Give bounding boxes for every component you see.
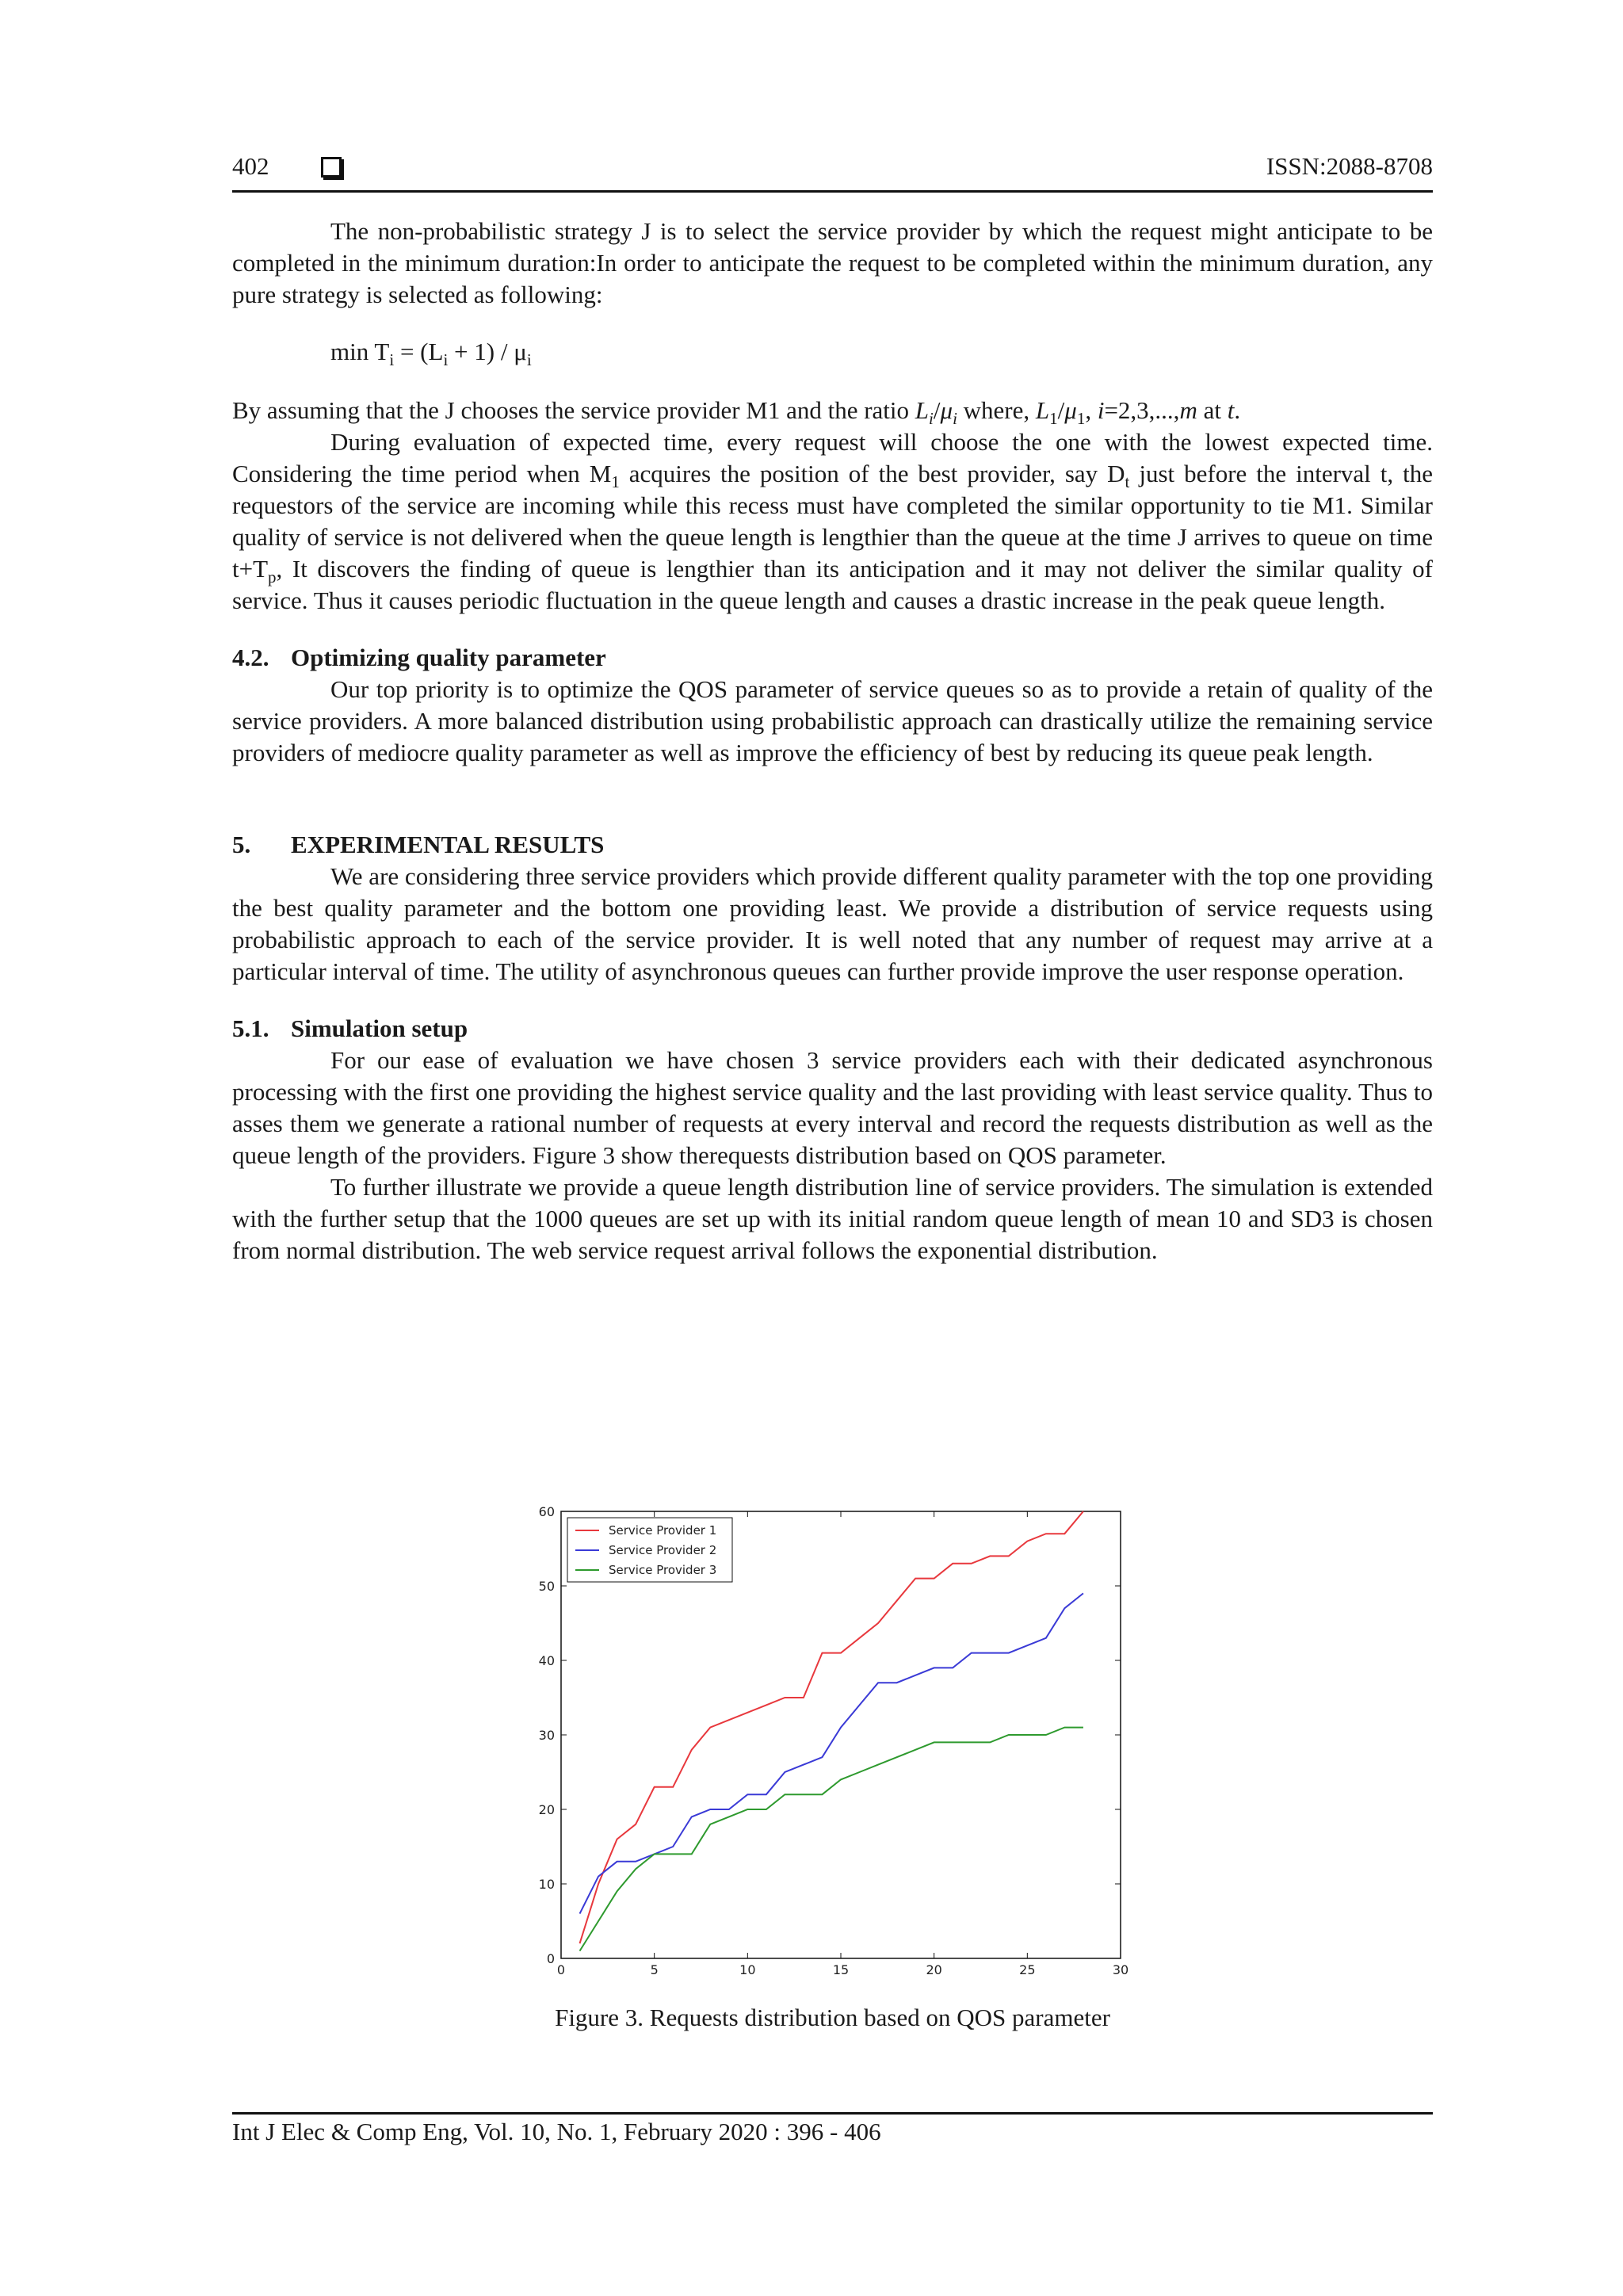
- page-footer: Int J Elec & Comp Eng, Vol. 10, No. 1, February 2020 : 396 - 406: [232, 2118, 881, 2145]
- line-chart: [526, 1502, 1138, 1993]
- y-tick-label: 20: [538, 1802, 555, 1817]
- legend-label: Service Provider 3: [609, 1563, 717, 1577]
- y-tick-label: 0: [546, 1951, 555, 1966]
- y-tick-label: 40: [538, 1653, 555, 1668]
- x-tick-label: 25: [1019, 1962, 1036, 1977]
- page-number: 402: [232, 152, 269, 180]
- y-tick-label: 60: [538, 1504, 555, 1519]
- x-tick-label: 0: [556, 1962, 566, 1977]
- paragraph: To further illustrate we provide a queue length distribution line of service providers. The simulation is extended with the further setup that the 1000 queues are set up with its initial random queue length of mean 10 and SD3 is chosen from normal distribution. The web service request arrival follows the exponential distribution.: [232, 1173, 1433, 1264]
- issn: ISSN:2088-8708: [1266, 152, 1433, 180]
- legend-label: Service Provider 1: [609, 1523, 717, 1538]
- figure-caption: Figure 3. Requests distribution based on QOS parameter: [555, 2004, 1110, 2031]
- y-tick-label: 50: [538, 1579, 555, 1594]
- x-tick-label: 5: [650, 1962, 659, 1977]
- equation: $\min T_i = (L_i + 1) / \mu_i$: [330, 338, 532, 370]
- section-heading: 5. EXPERIMENTAL RESULTS: [232, 831, 605, 858]
- body-text: [232, 216, 1433, 1266]
- x-tick-label: 15: [832, 1962, 850, 1977]
- page-header: [232, 152, 1433, 192]
- x-tick-label: 20: [926, 1962, 942, 1977]
- x-tick-label: 10: [739, 1962, 756, 1977]
- section-heading: 4.2. Optimizing quality parameter: [232, 644, 606, 671]
- section-heading: 5.1. Simulation setup: [232, 1014, 468, 1042]
- footer-rule: [232, 2112, 1433, 2115]
- y-tick-label: 10: [538, 1877, 555, 1892]
- header-rule: [232, 190, 1433, 193]
- paragraph: We are considering three service providers which provide different quality parameter with the top one providing the best quality parameter and the bottom one providing least. We provide a distribution of service requests using probabilistic approach to each of the service provider. It is well noted that any number of request may arrive at a particular interval of time. The utility of asynchronous queues can further provide improve the user response operation.: [232, 862, 1433, 985]
- paragraph: By assuming that the J chooses the service provider M1 and the ratio $L_i/\mu_i$ where, $L_1/\mu_1$, i=2,3,...,m at t.: [232, 396, 1241, 429]
- legend-label: Service Provider 2: [609, 1543, 717, 1557]
- paragraph: The non-probabilistic strategy J is to select the service provider by which the request might anticipate to be completed in the minimum duration:In order to anticipate the request to be completed within the minimum duration, any pure strategy is selected as following:: [232, 217, 1433, 308]
- square-bullet-icon: [321, 157, 342, 178]
- paragraph: During evaluation of expected time, every request will choose the one with the lowest expected time. Considering the time period when $M_1$ acquires the position of the best provider, say $D_t$ just before the interval t, the requestors of the service are incoming while this recess must have completed the similar opportunity to tie M1. Similar quality of service is not delivered when the queue length is lengthier than the queue at the time J arrives to queue on time $t+T_p$, It discovers the finding of queue is lengthier than its anticipation and it may not deliver the similar quality of service. Thus it causes periodic fluctuation in the queue length and causes a drastic increase in the peak queue length.: [232, 428, 1433, 614]
- x-tick-label: 30: [1112, 1962, 1129, 1977]
- paragraph: For our ease of evaluation we have chosen 3 service providers each with their dedicated asynchronous processing with the first one providing the highest service quality and the last providing with least service quality. Thus to asses them we generate a rational number of requests at every interval and record the requests distribution as well as the queue length of the providers. Figure 3 show therequests distribution based on QOS parameter.: [232, 1046, 1433, 1169]
- y-tick-label: 30: [538, 1728, 555, 1743]
- paragraph: Our top priority is to optimize the QOS parameter of service queues so as to provide a retain of quality of the service providers. A more balanced distribution using probabilistic approach can drastically utilize the remaining service providers of mediocre quality parameter as well as improve the efficiency of best by reducing its queue peak length.: [232, 675, 1433, 766]
- figure-3: [526, 1502, 1138, 1993]
